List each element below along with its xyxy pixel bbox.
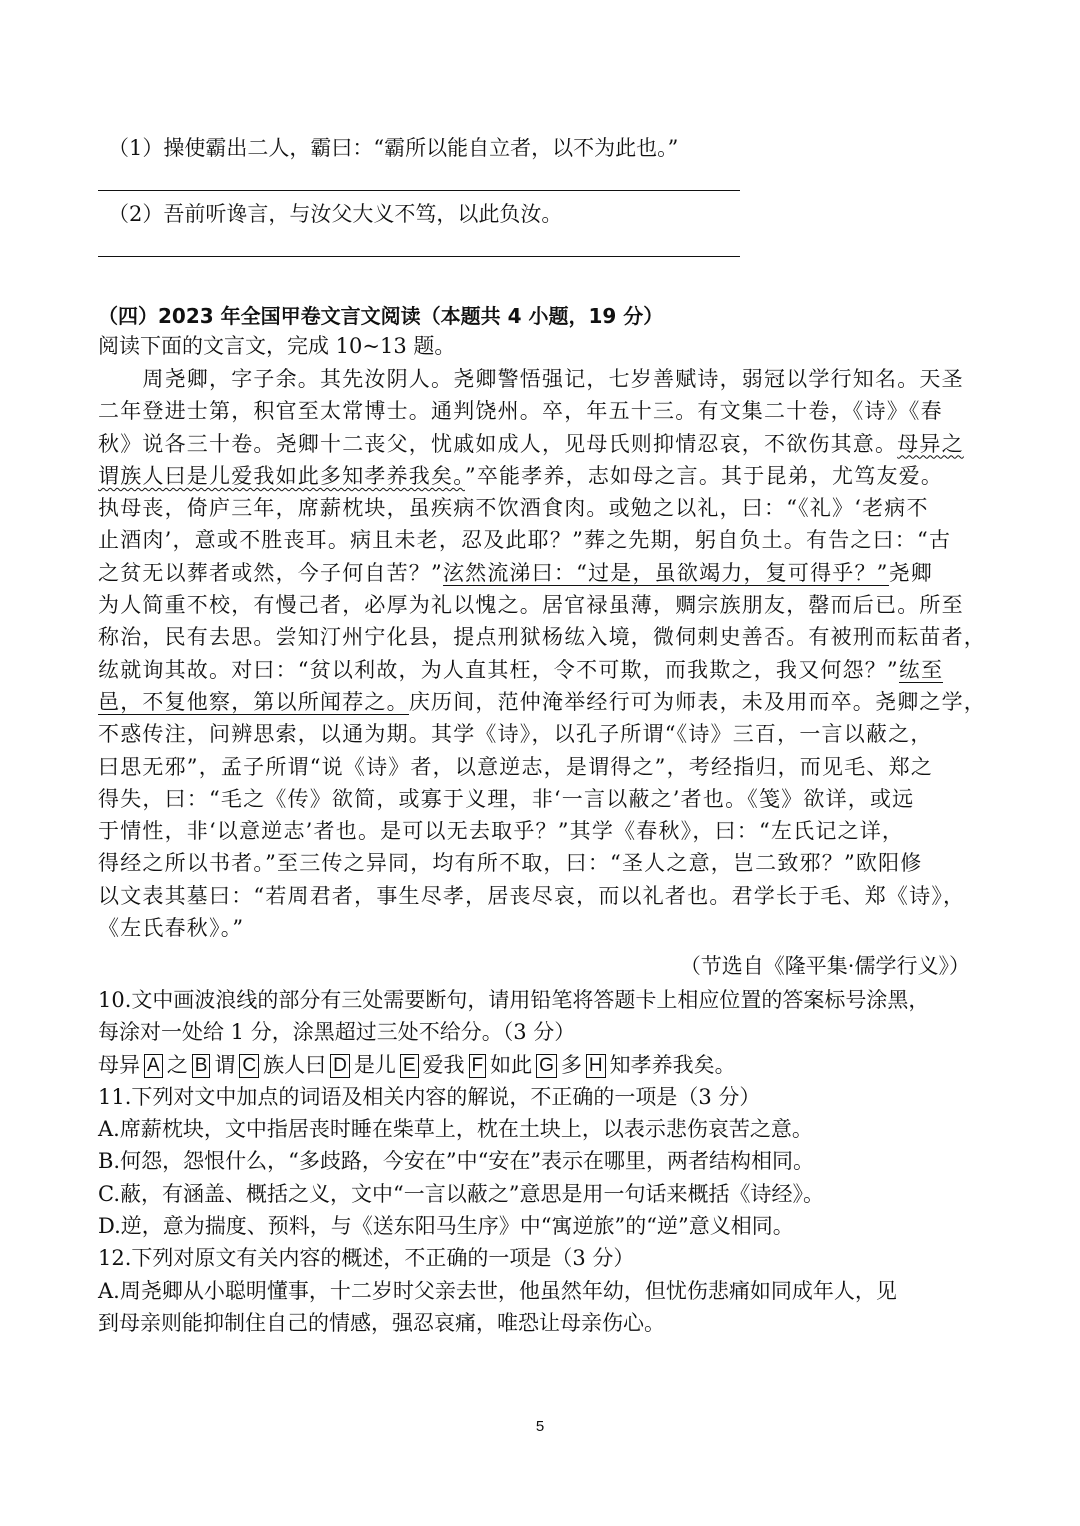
passage-line: 不惑传注，问辨思索，以通为期。其学《诗》，以孔子所谓“《诗》三百，一言以蔽之， [98, 722, 933, 747]
q10-segmentation-line [98, 1049, 998, 1081]
passage-source: （节选自《隆平集·儒学行义》） [679, 954, 970, 978]
passage-line [98, 654, 988, 686]
passage-text: 庆历间，范仲淹举经行可为师表，未及用而卒。尧卿之学， [408, 689, 987, 714]
q10-segment: 多 [560, 1052, 582, 1077]
passage-line: 止酒肉’，意或不胜丧耳。病且未老，忍及此耶？”葬之先期，躬自负土。有告之曰：“古 [98, 528, 952, 553]
q12-stem: 12.下列对原文有关内容的概述，不正确的一项是（3 分） [98, 1246, 635, 1271]
option-h-box[interactable]: H [586, 1054, 606, 1078]
underlined-sentence: 纮至 [898, 657, 944, 682]
passage-line: 二年登进士第，积官至太常博士。通判饶州。卒，年五十三。有文集二十卷，《诗》《春 [98, 399, 943, 424]
option-c-box[interactable]: C [239, 1054, 259, 1078]
passage-text: 秋》说各三十卷。尧卿十二丧父，忧戚如成人，见母氏则抑情忍哀，不欲伤其意。 [98, 431, 898, 456]
passage-line: 称治，民有去思。尝知汀州宁化县，提点刑狱杨纮入境，微伺刺史善否。有被刑而耘苗者， [98, 625, 986, 650]
q11-option-d: D.逆，意为揣度、预料，与《送东阳马生序》中“寓逆旅”的“逆”意义相同。 [98, 1214, 794, 1239]
q11-option-c: C.蔽，有涵盖、概括之义，文中“一言以蔽之”意思是用一句话来概括《诗经》。 [98, 1181, 824, 1206]
passage-line [98, 428, 988, 460]
translation-q1: （1）操使霸出二人，霸曰：“霸所以能自立者，以不为此也。” [108, 136, 679, 160]
q10-stem: 10.文中画波浪线的部分有三处需要断句，请用铅笔将答题卡上相应位置的答案标号涂黑， [98, 988, 930, 1012]
option-e-box[interactable]: E [400, 1054, 419, 1078]
page-number: 5 [535, 1418, 545, 1435]
passage-line: 得失，曰：“毛之《传》欲简，或寡于义理，非‘一言以蔽之’者也。《笺》欲详，或远 [98, 786, 915, 811]
q11-option-b: B.何怨，怨恨什么，“多歧路，今安在”中“安在”表示在哪里，两者结构相同。 [98, 1149, 815, 1174]
underlined-sentence: 泫然流涕曰：“过是，虽欲竭力，复可得乎？” [442, 560, 889, 585]
passage-line: 《左氏春秋》。” [98, 916, 245, 941]
classical-passage [98, 363, 988, 944]
q12-option-a-cont: 到母亲则能抑制住自己的情感，强忍哀痛，唯恐让母亲伤心。 [98, 1310, 665, 1335]
q10-segment: 爱我 [422, 1052, 465, 1077]
passage-text: ”卒能孝养，志如母之言。其于昆弟，尤笃友爱。 [464, 463, 944, 488]
answer-line-2[interactable] [98, 256, 740, 257]
passage-line: 曰思无邪”，孟子所谓“说《诗》者，以意逆志，是谓得之”，考经指归，而见毛、郑之 [98, 754, 934, 779]
passage-line: 执母丧，倚庐三年，席薪枕块，虽疾病不饮酒食肉。或勉之以礼，曰：“《礼》‘老病不 [98, 496, 929, 521]
answer-line-1[interactable] [98, 190, 740, 191]
section-instruction: 阅读下面的文言文，完成 10~13 题。 [98, 334, 456, 358]
option-g-box[interactable]: G [536, 1054, 557, 1078]
q10-segment: 族人曰 [263, 1052, 327, 1077]
passage-line [98, 686, 988, 718]
wavy-underlined-text: 母异之 [897, 431, 964, 456]
q11-stem: 11.下列对文中加点的词语及相关内容的解说，不正确的一项是（3 分） [98, 1084, 761, 1109]
passage-line: 为人简重不校，有慢己者，必厚为礼以愧之。居官禄虽薄，赒宗族朋友，罄而后已。所至 [98, 593, 964, 618]
passage-line [98, 557, 988, 589]
option-f-box[interactable]: F [469, 1054, 487, 1078]
questions [98, 984, 998, 1339]
q10-segment: 如此 [490, 1052, 533, 1077]
q10-stem: 每涂对一处给 1 分，涂黑超过三处不给分。（3 分） [98, 1020, 576, 1045]
option-d-box[interactable]: D [330, 1054, 350, 1078]
q11-option-a: A.席薪枕块，文中指居丧时睡在柴草上，枕在土块上，以表示悲伤哀苦之意。 [98, 1117, 813, 1142]
q10-segment: 母异 [98, 1052, 140, 1077]
q10-segment: 是儿 [353, 1052, 396, 1077]
passage-line: 周尧卿，字子余。其先汝阴人。尧卿警悟强记，七岁善赋诗，弱冠以学行知名。天圣 [98, 367, 964, 391]
wavy-underlined-text: 谓族人曰是儿爱我如此多知孝养我矣。 [98, 463, 465, 488]
option-a-box[interactable]: A [144, 1054, 163, 1078]
passage-text: 尧卿 [888, 560, 934, 585]
passage-line: 以文表其墓曰：“若周君者，事生尽孝，居丧尽哀，而以礼者也。君学长于毛、郑《诗》， [98, 883, 966, 908]
passage-line: 于情性，非‘以意逆志’者也。是可以无去取乎？”其学《春秋》，曰：“左氏记之详， [98, 819, 905, 844]
q10-segment: 知孝养我矣。 [609, 1052, 736, 1077]
passage-text: 纮就询其故。对曰：“贫以利故，为人直其枉，令不可欺，而我欺之，我又何怨？” [98, 657, 899, 682]
q10-segment: 之 [166, 1052, 188, 1077]
q12-option-a: A.周尧卿从小聪明懂事，十二岁时父亲去世，他虽然年幼，但忧伤悲痛如同成年人，见 [98, 1278, 897, 1303]
passage-line: 得经之所以书者。”至三传之异同，均有所不取，曰：“圣人之意，岂二致邪？”欧阳修 [98, 851, 923, 876]
passage-line [98, 460, 988, 492]
underlined-sentence: 邑，不复他察，第以所闻荐之。 [98, 689, 409, 714]
passage-text: 之贫无以葬者或然，今子何自苦？” [98, 560, 443, 585]
option-b-box[interactable]: B [192, 1054, 211, 1078]
section-title: （四）2023 年全国甲卷文言文阅读（本题共 4 小题，19 分） [98, 304, 664, 328]
q10-segment: 谓 [214, 1052, 236, 1077]
translation-q2: （2）吾前听谗言，与汝父大义不笃，以此负汝。 [108, 202, 563, 226]
